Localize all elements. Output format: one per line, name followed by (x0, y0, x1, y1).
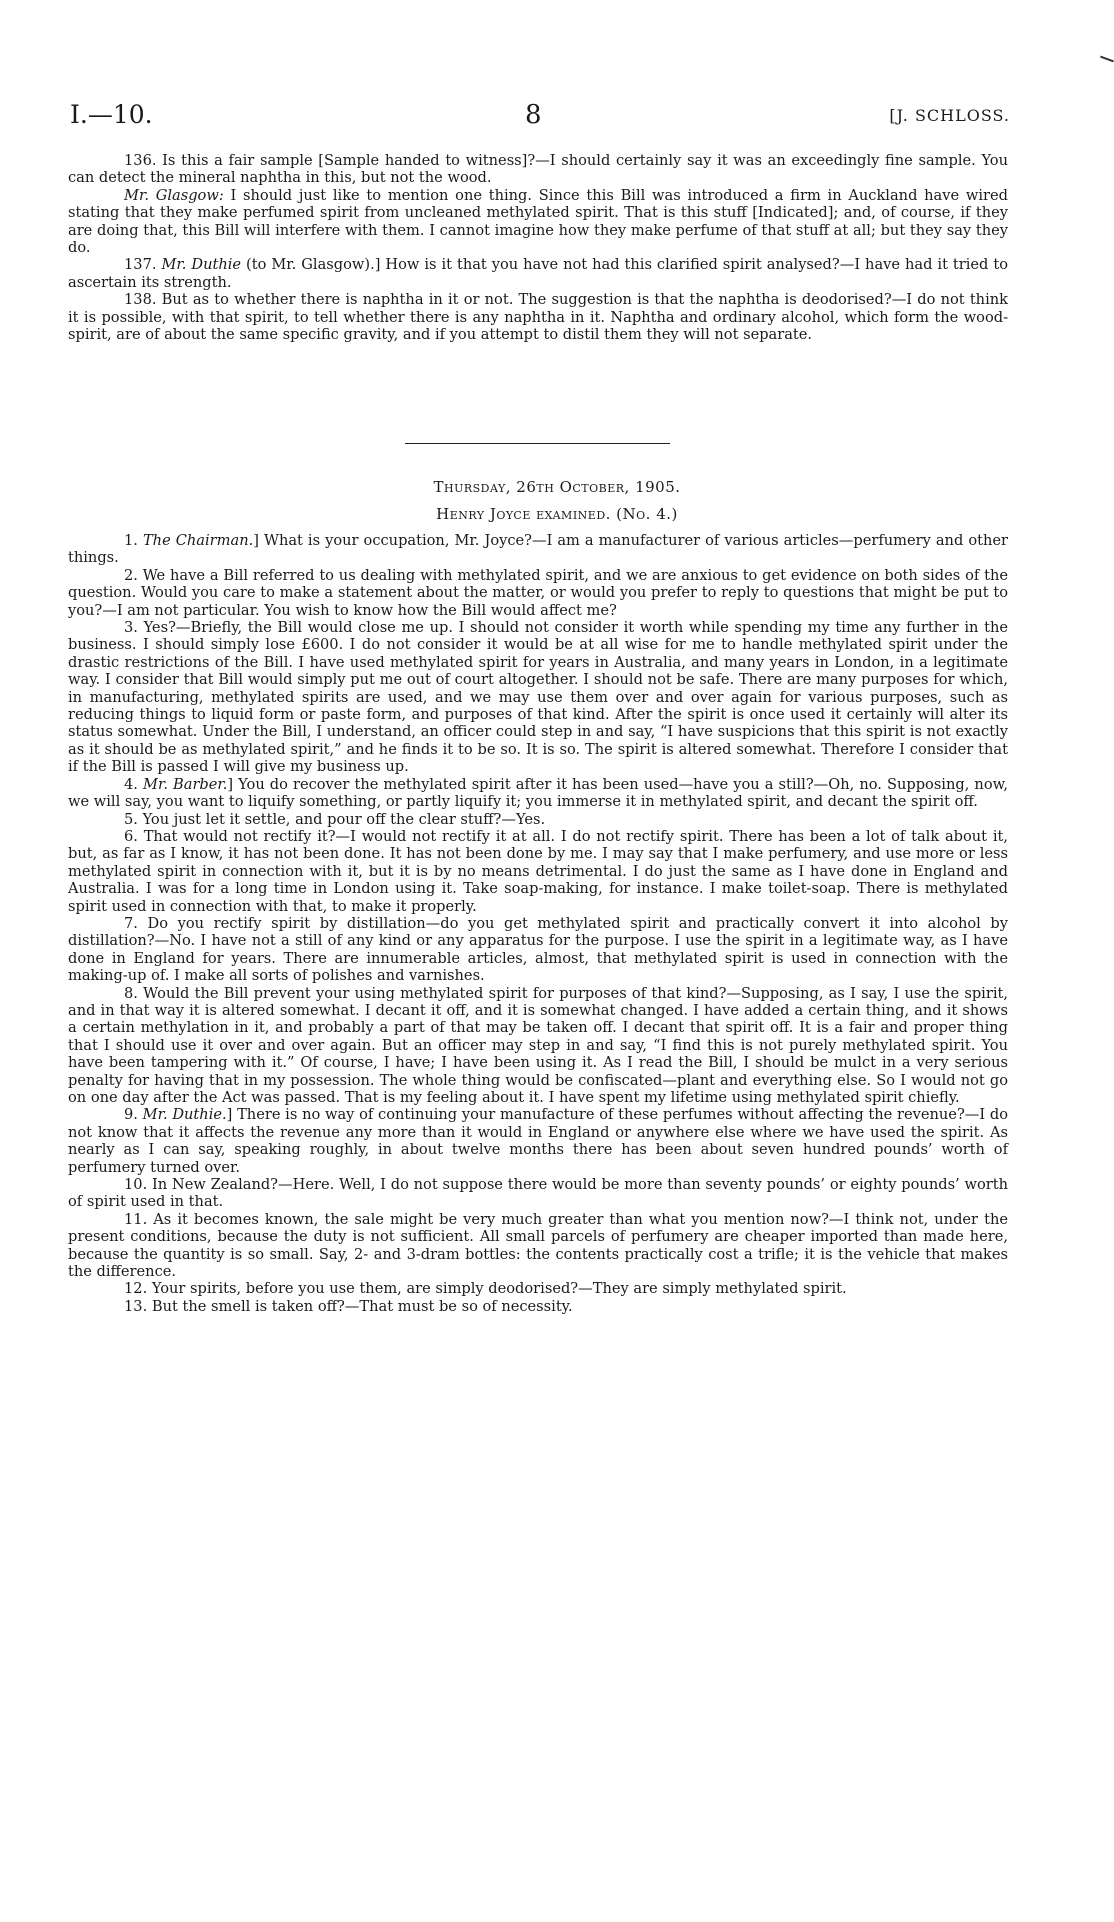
paragraph-text: 10. In New Zealand?—Here. Well, I do not suppose there would be more than seventy pounds’ or eighty pounds’ worth of spirit used in that. (68, 1176, 1008, 1211)
paragraph-text: (to Mr. Glasgow).] How is it that you have not had this clarified spirit analysed?—I have had it tried to ascertain its strength. (68, 256, 1008, 291)
speaker-name: Mr. Barber. (143, 775, 228, 793)
paragraph-text: 11. As it becomes known, the sale might be very much greater than what you mention now?—I think not, under the present conditions, because the duty is not sufficient. All small parcels of perfumery are cheaper imported than made here, because the quantity is so small. Say, 2- and 3-dram bottles: the contents practically cost a trifle; it is the vehicle that makes the difference. (68, 1210, 1008, 1281)
testimony-paragraph (68, 776, 1008, 811)
section-divider (405, 443, 670, 444)
paragraph-text: 3. Yes?—Briefly, the Bill would close me up. I should not consider it worth while spending my time any further in the business. I should simply lose £600. I do not consider it would be at all wise for me to handle methylated spirit under the drastic restrictions of the Bill. I have used methylated spirit for years in Australia, and many years in London, in a legitimate way. I consider that Bill would simply put me out of court altogether. I should not be safe. There are many purposes for which, in manufacturing, methylated spirits are used, and we may use them over and over again for various purposes, such as reducing things to liquid form or paste form, and purposes of that kind. After the spirit is once used it certainly will alter its status somewhat. Under the Bill, I understand, an officer could step in and say, “I have suspicions that this spirit is not exactly as it should be as methylated spirit,” and he finds it to be so. It is so. The spirit is altered somewhat. Therefore I consider that if the Bill is passed I will give my business up. (68, 619, 1008, 776)
testimony-paragraph (68, 152, 1008, 187)
testimony-paragraph (68, 915, 1008, 985)
parliamentary-paper-reference: I.—10. (70, 100, 153, 129)
page-header (70, 100, 1010, 140)
testimony-paragraph (68, 1298, 1008, 1315)
testimony-henry-joyce (68, 532, 1008, 1315)
paragraph-text: ] There is no way of continuing your manufacture of these perfumes without affecting the revenue?—I do not know that it affects the revenue any more than it would in England or anywhere else where we have used the spirit. As nearly as I can say, speaking roughly, in about twelve months there has been about seven hundred pounds’ worth of perfumery turned over. (68, 1106, 1008, 1176)
testimony-paragraph (68, 811, 1008, 828)
testimony-paragraph (68, 187, 1008, 257)
speaker-name: Mr. Glasgow: (124, 186, 224, 204)
paragraph-text: 13. But the smell is taken off?—That must be so of necessity. (124, 1297, 573, 1315)
paragraph-text: I should just like to mention one thing. Since this Bill was introduced a firm in Auckland have wired stating that they make perfumed spirit from uncleaned methylated spirit. That is this stuff [Indicated]; and, of course, if they are doing that, this Bill will interfere with them. I cannot imagine how they make perfume of that stuff at all; but they say they do. (68, 186, 1009, 257)
paragraph-text: ] You do recover the methylated spirit after it has been used—have you a still?—Oh, no. Supposing, now, we will say, you want to liquify something, or partly liquify it; you immerse it in methylated spirit, and decant the spirit off. (68, 775, 1009, 811)
testimony-paragraph (68, 567, 1008, 619)
paragraph-text: 138. But as to whether there is naphtha in it or not. The suggestion is that the naphtha is deodorised?—I do not think it is possible, with that spirit, to tell whether there is any naphtha in it. Naphtha and ordinary alcohol, which form the wood-spirit, are of about the same specific gravity, and if you attempt to distil them they will not separate. (68, 291, 1008, 344)
question-number: 9. (124, 1106, 143, 1124)
margin-mark (1100, 56, 1114, 63)
speaker-name: Mr. Duthie. (142, 1106, 227, 1124)
paragraph-text: 136. Is this a fair sample [Sample handed to witness]?—I should certainly say it was an exceedingly fine sample. You can detect the mineral naphtha in this, but not the wood. (68, 152, 1008, 187)
testimony-continued (68, 152, 1008, 343)
testimony-paragraph (68, 1106, 1008, 1176)
paragraph-text: 12. Your spirits, before you use them, are simply deodorised?—They are simply methylated spirit. (124, 1280, 847, 1298)
witness-examined-heading: Henry Joyce examined. (No. 4.) (436, 505, 678, 523)
speaker-name: Mr. Duthie (161, 256, 242, 274)
question-number: 137. (124, 256, 162, 274)
paragraph-text: 5. You just let it settle, and pour off the clear stuff?—Yes. (124, 810, 546, 828)
paragraph-text: 8. Would the Bill prevent your using methylated spirit for purposes of that kind?—Supposing, as I say, I use the spirit, and in that way it is altered somewhat. I decant it off, and it is somewhat changed. I have added a certain thing, and it shows a certain methylation in it, and probably a part of that may be taken off. I decant that spirit off. It is a fair and proper thing that I should use it over and over again. But an officer may step in and say, “I find this is not purely methylated spirit. You have been tampering with it.” Of course, I have; I have been using it. As I read the Bill, I should be mulct in a very serious penalty for having that in my possession. The whole thing would be confiscated—plant and everything else. So I would not go on one day after the Act was passed. That is my feeling about it. I have spent my lifetime using methylated spirit chiefly. (68, 984, 1008, 1106)
paragraph-text: 7. Do you rectify spirit by distillation—do you get methylated spirit and practically convert it into alcohol by distillation?—No. I have not a still of any kind or any apparatus for the purpose. I use the spirit in a legitimate way, as I have done in England for years. There are innumerable articles, almost, that methylated spirit is used in connection with the making-up of. I make all sorts of polishes and varnishes. (68, 914, 1008, 985)
page-number: 8 (525, 100, 542, 130)
paragraph-text: 2. We have a Bill referred to us dealing with methylated spirit, and we are anxious to get evidence on both sides of the question. Would you care to make a statement about the matter, or would you prefer to reply to questions that might be put to you?—I am not particular. You wish to know how the Bill would affect me? (68, 566, 1008, 619)
testimony-paragraph (68, 291, 1008, 343)
testimony-paragraph (68, 619, 1008, 776)
session-date: Thursday, 26th October, 1905. (433, 478, 681, 496)
testimony-paragraph (68, 256, 1008, 291)
testimony-paragraph (68, 1211, 1008, 1281)
speaker-name: The Chairman. (142, 532, 254, 549)
testimony-paragraph (68, 828, 1008, 915)
testimony-paragraph (68, 1176, 1008, 1211)
paragraph-text: 6. That would not rectify it?—I would not rectify it at all. I do not rectify spirit. There has been a lot of talk about it, but, as far as I know, it has not been done. It has not been done by me. I may say that I make perfumery, and use more or less methylated spirit in connection with it, but it is by no means detrimental. I do just the same as I have done in England and Australia. I was for a long time in London using it. Take soap-making, for instance. I make toilet-soap. There is methylated spirit used in connection with that, to make it properly. (68, 827, 1008, 915)
testimony-paragraph (68, 985, 1008, 1107)
paragraph-text: ] What is your occupation, Mr. Joyce?—I am a manufacturer of various articles—perfumery and other things. (68, 532, 1008, 567)
question-number: 1. (124, 532, 143, 549)
question-number: 4. (124, 775, 143, 793)
witness-name-header: [J. SCHLOSS. (889, 106, 1010, 125)
testimony-paragraph (68, 1280, 1008, 1297)
testimony-paragraph (68, 532, 1008, 567)
